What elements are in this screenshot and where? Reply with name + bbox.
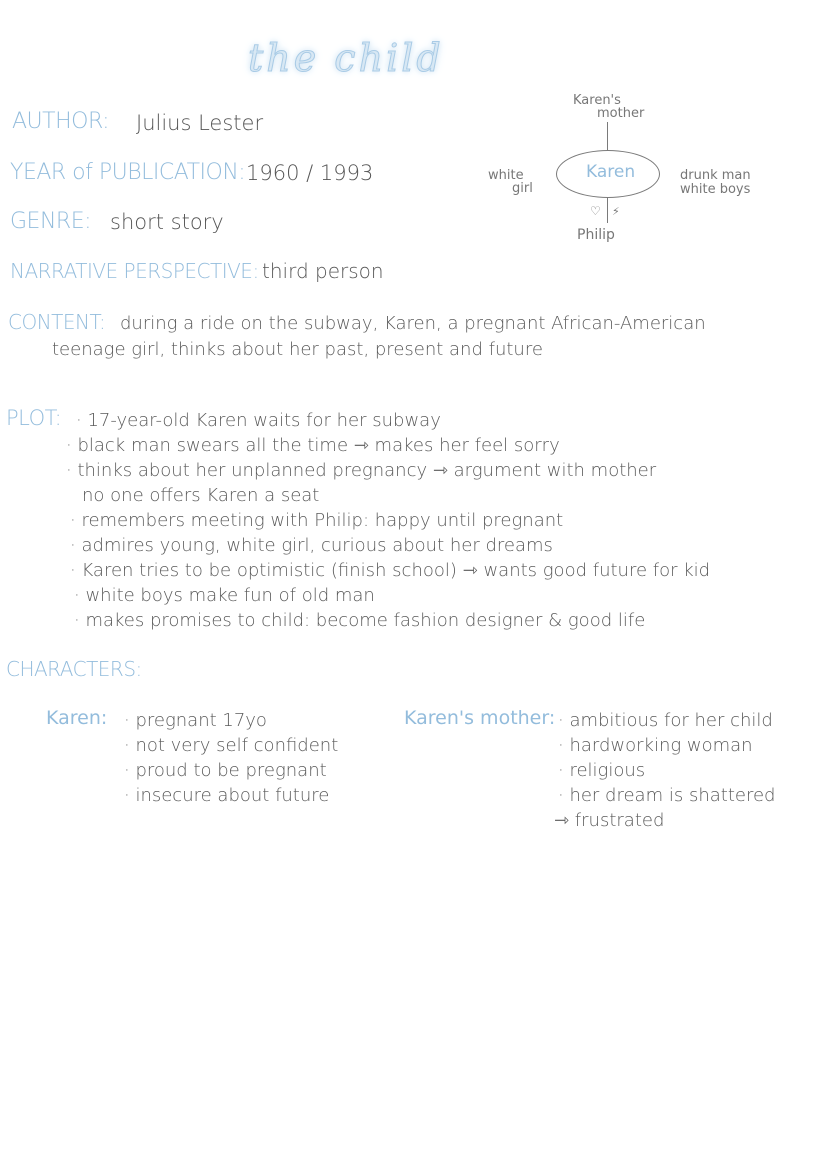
karen-label: Karen:	[46, 707, 108, 729]
mother-trait: · religious	[558, 760, 646, 781]
mother-trait: · ambitious for her child	[558, 710, 773, 731]
year-value: 1960 / 1993	[246, 161, 374, 185]
diagram-right-line1: drunk man	[680, 168, 751, 183]
karen-trait: · insecure about future	[124, 785, 330, 806]
author-label: AUTHOR:	[12, 109, 109, 134]
perspective-value: third person	[262, 259, 384, 283]
karen-trait: · pregnant 17yo	[124, 710, 267, 731]
mother-trait: ⇾ frustrated	[554, 810, 665, 831]
karen-trait: · not very self confident	[124, 735, 339, 756]
lightning-icon: ⚡	[612, 205, 620, 218]
diagram-top-line2: mother	[597, 106, 645, 121]
plot-item: · 17-year-old Karen waits for her subway	[76, 410, 441, 431]
perspective-label: NARRATIVE PERSPECTIVE:	[10, 259, 259, 283]
plot-item: · remembers meeting with Philip: happy until pregnant	[70, 510, 564, 531]
content-line-2: teenage girl, thinks about her past, present and future	[52, 339, 543, 360]
plot-item: · admires young, white girl, curious about her dreams	[70, 535, 553, 556]
diagram-right-line2: white boys	[680, 182, 751, 197]
genre-label: GENRE:	[10, 209, 92, 234]
plot-item: · Karen tries to be optimistic (finish school) ⇾ wants good future for kid	[70, 560, 711, 581]
mother-trait: · her dream is shattered	[558, 785, 776, 806]
plot-item: · black man swears all the time ⇾ makes her feel sorry	[66, 435, 560, 456]
plot-item: no one offers Karen a seat	[82, 485, 320, 506]
characters-label: CHARACTERS:	[6, 657, 142, 681]
mother-label: Karen's mother:	[404, 707, 556, 729]
plot-label: PLOT:	[6, 406, 62, 430]
karen-trait: · proud to be pregnant	[124, 760, 327, 781]
page-title: the child	[248, 36, 444, 80]
content-label: CONTENT:	[8, 310, 106, 334]
diagram-bottom-label: Philip	[577, 227, 615, 243]
content-line-1: during a ride on the subway, Karen, a pregnant African-American	[120, 313, 706, 334]
genre-value: short story	[110, 210, 224, 234]
diagram-top-line1: Karen's	[573, 93, 621, 108]
diagram-top-connector	[607, 122, 608, 150]
plot-item: · makes promises to child: become fashion designer & good life	[74, 610, 646, 631]
year-label: YEAR of PUBLICATION:	[10, 160, 246, 185]
mother-trait: · hardworking woman	[558, 735, 753, 756]
diagram-bottom-connector	[607, 197, 608, 223]
plot-item: · white boys make fun of old man	[74, 585, 375, 606]
plot-item: · thinks about her unplanned pregnancy ⇾ argument with mother	[66, 460, 657, 481]
diagram-left-line1: white	[488, 168, 524, 183]
diagram-center-label: Karen	[586, 162, 636, 182]
diagram-left-line2: girl	[512, 181, 533, 196]
author-value: Julius Lester	[136, 111, 264, 135]
heart-icon: ♡	[590, 204, 601, 218]
